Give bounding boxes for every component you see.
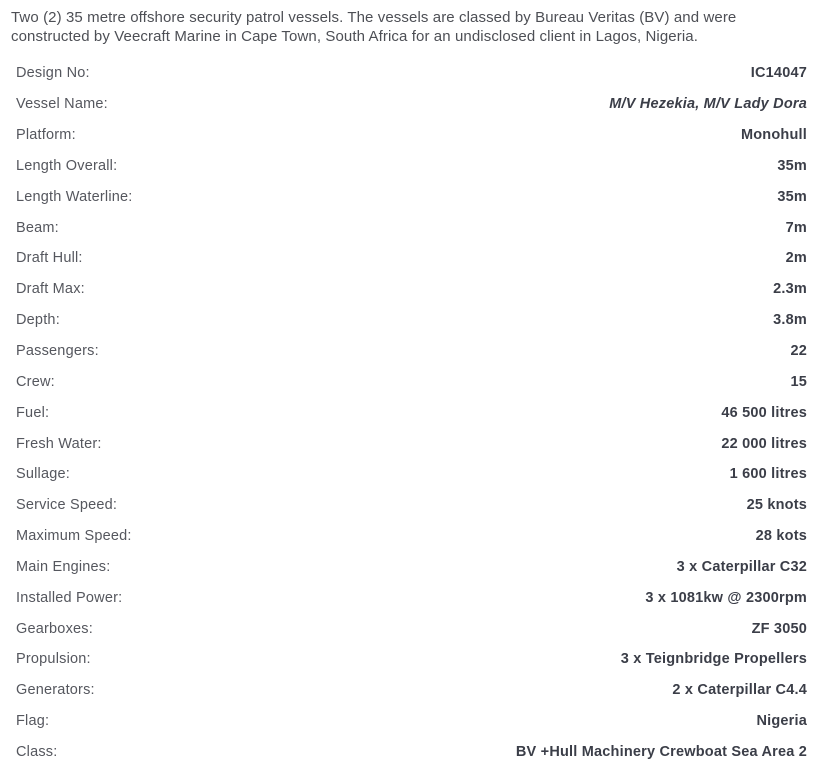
spec-row <box>16 212 807 243</box>
spec-value: Monohull <box>740 127 807 144</box>
spec-row <box>16 552 807 583</box>
spec-value: 15 <box>790 373 807 390</box>
spec-label: Passengers: <box>16 343 99 360</box>
spec-label: Fresh Water: <box>16 435 102 452</box>
spec-row <box>16 644 807 675</box>
spec-value: 3.8m <box>773 312 807 329</box>
spec-label: Platform: <box>16 127 76 144</box>
spec-row <box>16 675 807 706</box>
spec-value: 3 x Caterpillar C32 <box>676 558 807 575</box>
spec-label: Maximum Speed: <box>16 528 132 545</box>
spec-value: 2.3m <box>773 281 807 298</box>
spec-label: Main Engines: <box>16 558 111 575</box>
spec-value: 22 000 litres <box>721 435 807 452</box>
spec-row <box>16 181 807 212</box>
spec-value: 3 x Teignbridge Propellers <box>620 651 807 668</box>
spec-value: 3 x 1081kw @ 2300rpm <box>645 589 807 606</box>
spec-label: Length Waterline: <box>16 188 133 205</box>
spec-row <box>16 397 807 428</box>
spec-label: Sullage: <box>16 466 70 483</box>
spec-value: BV +Hull Machinery Crewboat Sea Area 2 <box>515 743 807 760</box>
spec-value: 1 600 litres <box>729 466 807 483</box>
spec-list <box>11 58 807 767</box>
spec-label: Beam: <box>16 219 59 236</box>
spec-row <box>16 706 807 737</box>
spec-label: Crew: <box>16 373 55 390</box>
spec-value: 2 x Caterpillar C4.4 <box>672 682 807 699</box>
spec-value: IC14047 <box>750 65 807 82</box>
spec-label: Vessel Name: <box>16 96 108 113</box>
intro-paragraph: Two (2) 35 metre offshore security patrol vessels. The vessels are classed by Bureau Veritas (BV) and were constructed by Veecraft Marine in Cape Town, South Africa for an undisclosed client in Lagos, Nigeria. <box>11 9 737 45</box>
spec-row <box>16 58 807 89</box>
spec-label: Length Overall: <box>16 157 118 174</box>
spec-label: Installed Power: <box>16 589 123 606</box>
spec-value: 35m <box>777 188 807 205</box>
spec-row <box>16 305 807 336</box>
spec-label: Fuel: <box>16 404 50 421</box>
spec-label: Gearboxes: <box>16 620 93 637</box>
spec-value: 22 <box>790 343 807 360</box>
spec-label: Draft Hull: <box>16 250 83 267</box>
spec-row <box>16 120 807 151</box>
spec-row <box>16 521 807 552</box>
spec-value: 28 kots <box>755 528 807 545</box>
spec-row <box>16 243 807 274</box>
spec-value: Nigeria <box>756 713 807 730</box>
spec-row <box>16 151 807 182</box>
spec-label: Draft Max: <box>16 281 85 298</box>
spec-value: 2m <box>785 250 807 267</box>
spec-row <box>16 428 807 459</box>
spec-row <box>16 459 807 490</box>
spec-label: Service Speed: <box>16 497 118 514</box>
spec-value: 7m <box>785 219 807 236</box>
spec-label: Class: <box>16 743 58 760</box>
spec-value: 25 knots <box>746 497 807 514</box>
spec-value: 35m <box>777 157 807 174</box>
spec-row <box>16 490 807 521</box>
spec-row <box>16 582 807 613</box>
spec-label: Propulsion: <box>16 651 91 668</box>
spec-row <box>16 366 807 397</box>
spec-label: Design No: <box>16 65 90 82</box>
spec-row <box>16 613 807 644</box>
spec-value: 46 500 litres <box>721 404 807 421</box>
spec-label: Generators: <box>16 682 95 699</box>
spec-value: ZF 3050 <box>751 620 807 637</box>
spec-label: Depth: <box>16 312 60 329</box>
spec-label: Flag: <box>16 713 50 730</box>
spec-row <box>16 336 807 367</box>
spec-row <box>16 737 807 768</box>
spec-row <box>16 89 807 120</box>
spec-value: M/V Hezekia, M/V Lady Dora <box>609 96 807 113</box>
spec-row <box>16 274 807 305</box>
